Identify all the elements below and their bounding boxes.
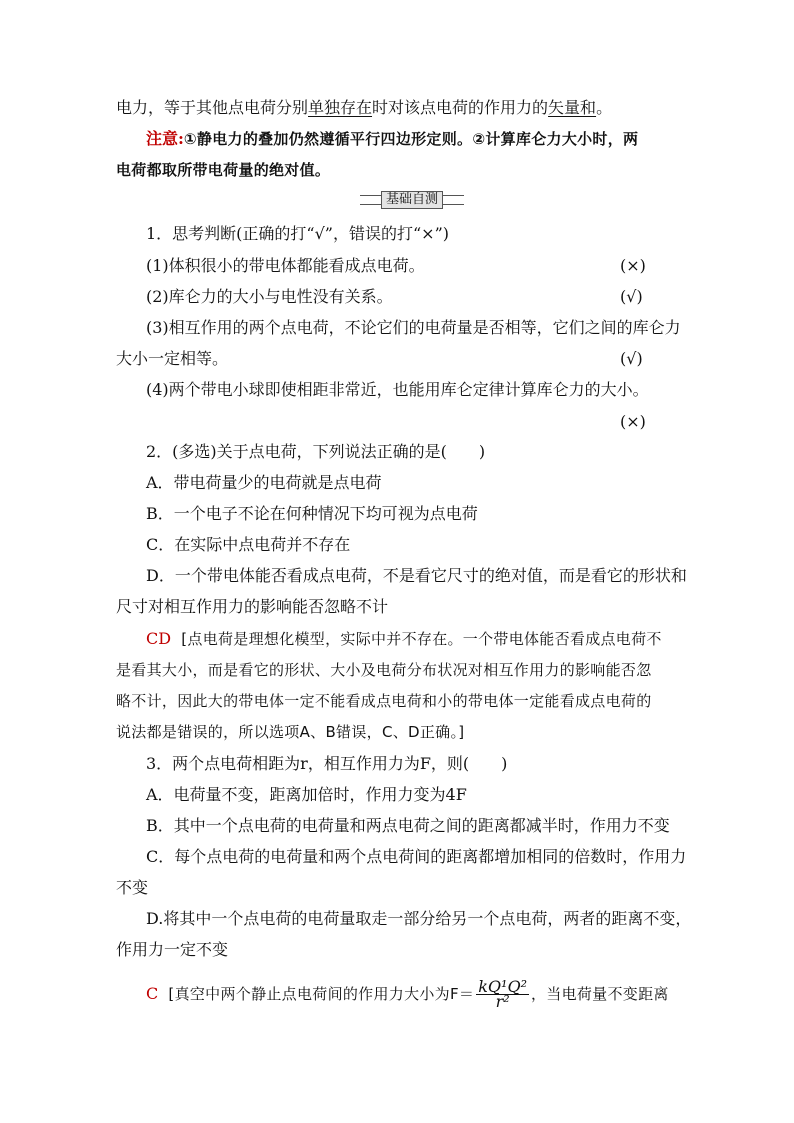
q2-option-c: C．在实际中点电荷并不存在 [146,535,351,554]
q2-explanation-line-3: 略不计，因此大的带电体一定不能看成点电荷和小的带电体一定能看成点电荷的 [116,692,652,710]
q3-answer: C [146,984,159,1003]
formula-denominator: r² [495,992,510,1011]
q3-option-b: B．其中一个点电荷的电荷量和两点电荷之间的距离都减半时，作用力不变 [146,816,670,835]
q1-item-3-mark: (√) [620,349,643,368]
q1-item-2: (2)库仑力的大小与电性没有关系。 [146,287,393,306]
q2-explanation-line-1 [146,629,662,649]
q1-item-1-mark: (×) [620,256,646,275]
intro-text-end: 。 [596,98,613,117]
q3-option-d: D.将其中一个点电荷的电荷量取走一部分给另一个点电荷，两者的距离不变， [146,909,692,928]
q3-option-d-cont: 作用力一定不变 [116,940,229,959]
q3-explanation-text-end: ，当电荷量不变距离 [530,985,669,1003]
q1-item-3: (3)相互作用的两个点电荷，不论它们的电荷量是否相等，它们之间的库仑力 [146,318,681,337]
banner-bar-right [443,195,464,205]
section-title: 基础自测 [381,191,443,209]
note-label: 注意: [146,129,184,148]
q3-option-c: C．每个点电荷的电荷量和两个点电荷间的距离都增加相同的倍数时，作用力 [146,847,687,866]
q3-stem: 3．两个点电荷相距为r，相互作用力为F，则( ) [146,754,508,773]
q2-explanation-line-2: 是看其大小，而是看它的形状、大小及电荷分布状况对相互作用力的影响能否忽 [116,661,652,679]
note-line-2: 电荷都取所带电荷量的绝对值。 [116,161,331,179]
underlined-term-vector-sum: 矢量和 [548,98,597,117]
section-banner [360,191,464,209]
q1-item-3-cont: 大小一定相等。 [116,349,229,368]
q3-option-a: A．电荷量不变，距离加倍时，作用力变为4F [146,785,467,804]
coulomb-formula [476,977,529,1011]
intro-text: 电力，等于其他点电荷分别 [116,98,309,117]
q1-item-1: (1)体积很小的带电体都能看成点电荷。 [146,256,425,275]
intro-line-1 [116,98,612,118]
q1-item-2-mark: (√) [620,287,643,306]
underlined-term-alone: 单独存在 [308,98,373,117]
q2-stem: 2．(多选)关于点电荷，下列说法正确的是( ) [146,442,486,461]
formula-numerator: kQ¹Q² [478,977,527,996]
note-text: ①静电力的叠加仍然遵循平行四边形定则。②计算库仑力大小时，两 [183,130,639,148]
q1-item-4: (4)两个带电小球即使相距非常近，也能用库仑定律计算库仑力的大小。 [146,380,649,399]
banner-bar-left [360,195,381,205]
q1-stem: 1．思考判断(正确的打“√”，错误的打“×”) [146,224,449,243]
q3-option-c-cont: 不变 [116,878,149,897]
q3-explanation-text: [真空中两个静止点电荷间的作用力大小为F＝ [168,985,475,1003]
q2-option-d-cont: 尺寸对相互作用力的影响能否忽略不计 [116,597,389,616]
q2-explanation-line-4: 说法都是错误的，所以选项A、B错误，C、D正确。] [116,723,465,741]
q2-option-b: B．一个电子不论在何种情况下均可视为点电荷 [146,504,478,523]
intro-text-mid: 时对该点电荷的作用力的 [372,98,549,117]
q2-explanation-text: [点电荷是理想化模型，实际中并不存在。一个带电体能否看成点电荷不 [181,630,662,648]
q1-item-4-mark: (×) [620,412,646,431]
q2-answer: CD [146,629,172,648]
note-line-1 [146,129,638,149]
q2-option-a: A．带电荷量少的电荷就是点电荷 [146,473,382,492]
q2-option-d: D．一个带电体能否看成点电荷，不是看它尺寸的绝对值，而是看它的形状和 [146,566,687,585]
q3-explanation-line-1 [146,977,669,1011]
